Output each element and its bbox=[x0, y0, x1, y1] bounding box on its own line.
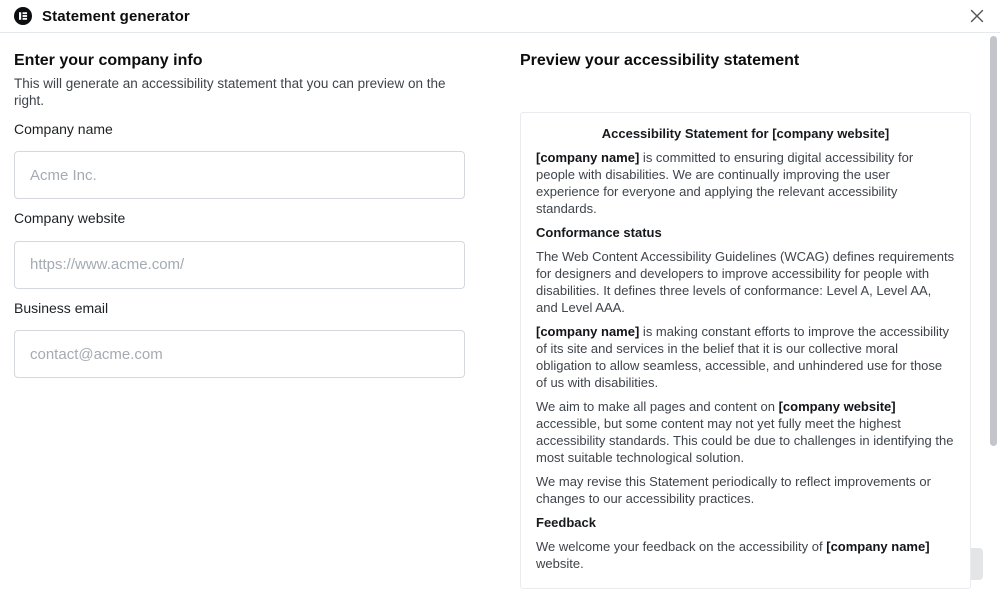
form-subheading: This will generate an accessibility statement that you can preview on the right. bbox=[14, 76, 446, 108]
column-gap bbox=[465, 53, 520, 537]
statement-preview-panel bbox=[520, 52, 971, 571]
preview-paragraph: [company name] is making constant efforts to improve the accessibility of its site and services in the belief that it is our collective moral obligation to allow seamless, accessible, and unhindered use for those of us with disabilities. bbox=[536, 324, 950, 390]
preview-paragraph: We may revise this Statement periodically to reflect improvements or changes to our accessibility practices. bbox=[536, 474, 931, 506]
company-name-label: Company name bbox=[14, 120, 113, 137]
preview-paragraph: We welcome your feedback on the accessibility of [company name] website. bbox=[536, 539, 930, 571]
dialog-title: Statement generator bbox=[42, 7, 190, 25]
preview-heading: Preview your accessibility statement bbox=[520, 52, 800, 69]
preview-card bbox=[520, 112, 971, 589]
form-heading: Enter your company info bbox=[14, 52, 203, 69]
company-website-input[interactable] bbox=[14, 241, 465, 289]
elementor-logo-icon bbox=[14, 7, 32, 25]
company-website-label: Company website bbox=[14, 210, 126, 227]
scrollbar-thumb[interactable] bbox=[990, 36, 997, 446]
preview-card-body bbox=[536, 149, 955, 572]
company-name-input[interactable] bbox=[14, 151, 465, 199]
preview-paragraph: The Web Content Accessibility Guidelines (WCAG) defines requirements for designers and developers to improve accessibility for people with disabilities. It defines three levels of conformance: Level A, Level AA, and Level AAA. bbox=[536, 249, 955, 315]
close-icon bbox=[970, 9, 984, 23]
business-email-label: Business email bbox=[14, 299, 109, 316]
preview-paragraph: [company name] is committed to ensuring digital accessibility for people with disabilities. We are continually improving the user experience for everyone and applying the relevant accessibility standards. bbox=[536, 150, 914, 216]
company-info-form bbox=[14, 53, 465, 537]
close-button[interactable] bbox=[966, 5, 988, 27]
company-website-field-group bbox=[14, 210, 465, 289]
preview-section-heading: Conformance status bbox=[536, 225, 662, 240]
company-name-field-group bbox=[14, 121, 465, 200]
business-email-input[interactable] bbox=[14, 330, 465, 378]
dialog-body bbox=[0, 33, 1000, 571]
business-email-field-group bbox=[14, 300, 465, 379]
preview-card-title: Accessibility Statement for [company website] bbox=[601, 126, 890, 141]
preview-section-heading: Feedback bbox=[536, 515, 596, 530]
dialog-header bbox=[0, 0, 1000, 33]
preview-paragraph: We aim to make all pages and content on [company website] accessible, but some content may not yet fully meet the highest accessibility standards. This could be due to challenges in identifying the most suitable technological solution. bbox=[536, 399, 954, 465]
